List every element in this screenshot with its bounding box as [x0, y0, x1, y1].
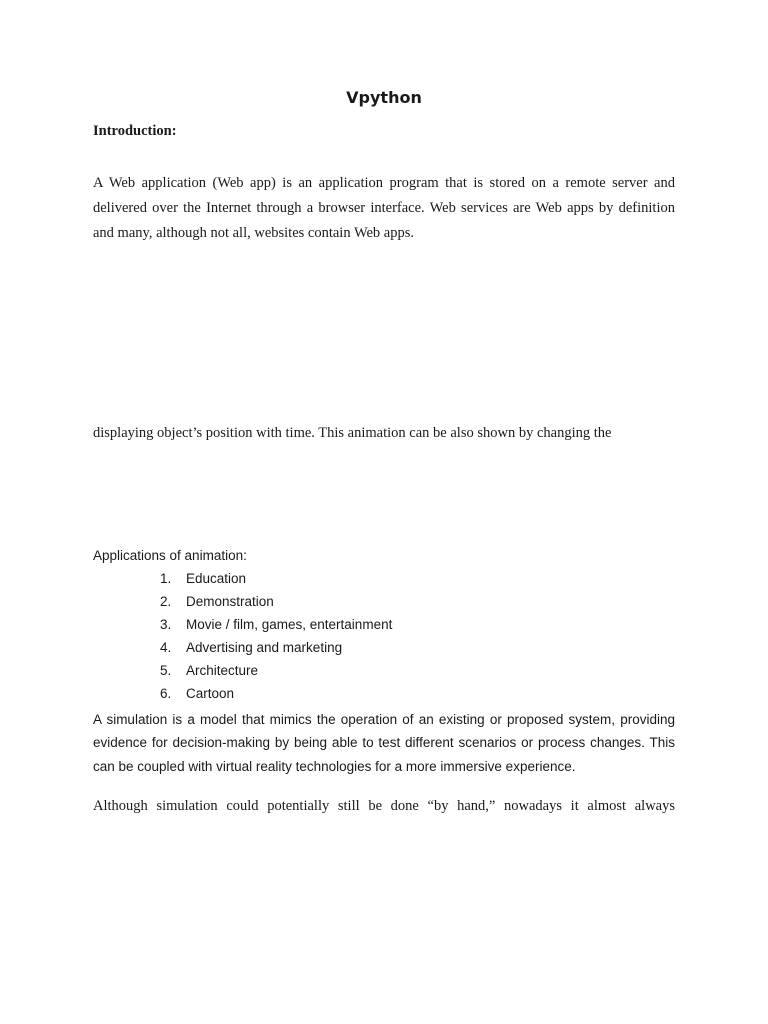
page-title: Vpython [346, 88, 422, 107]
list-item [160, 593, 392, 616]
list-item-number: 6. [160, 686, 172, 702]
list-item-number: 1. [160, 571, 172, 586]
list-item-label: Education [186, 571, 247, 586]
list-item-label: Movie / film, games, entertainment [186, 617, 393, 633]
applications-heading: Applications of animation: [93, 548, 247, 563]
applications-list [160, 570, 392, 709]
list-item-number: 5. [160, 663, 172, 679]
introduction-paragraph: A Web application (Web app) is an application program that is stored on a remote server and delivered over the Internet through a browser interface. Web services are Web apps by definition and many, although not all, websites contain Web apps. [93, 175, 675, 241]
list-item-label: Advertising and marketing [186, 640, 343, 656]
introduction-heading: Introduction: [93, 123, 177, 139]
list-item [160, 639, 392, 662]
animation-text-line: displaying object’s position with time. This animation can be also shown by changing the [93, 425, 612, 441]
list-item-label: Architecture [186, 663, 259, 679]
list-item-label: Cartoon [186, 686, 235, 702]
simulation-closing-line: Although simulation could potentially still be done “by hand,” nowadays it almost always [93, 798, 675, 814]
list-item [160, 570, 392, 593]
list-item [160, 662, 392, 685]
list-item-label: Demonstration [186, 594, 274, 610]
simulation-paragraph: A simulation is a model that mimics the operation of an existing or proposed system, providing evidence for decision-making by being able to test different scenarios or process changes. This can be coupled with virtual reality technologies for a more immersive experience. [93, 712, 675, 774]
list-item [160, 685, 392, 708]
list-item-number: 2. [160, 594, 172, 610]
list-item [160, 616, 392, 639]
list-item-number: 4. [160, 640, 172, 656]
list-item-number: 3. [160, 617, 172, 633]
